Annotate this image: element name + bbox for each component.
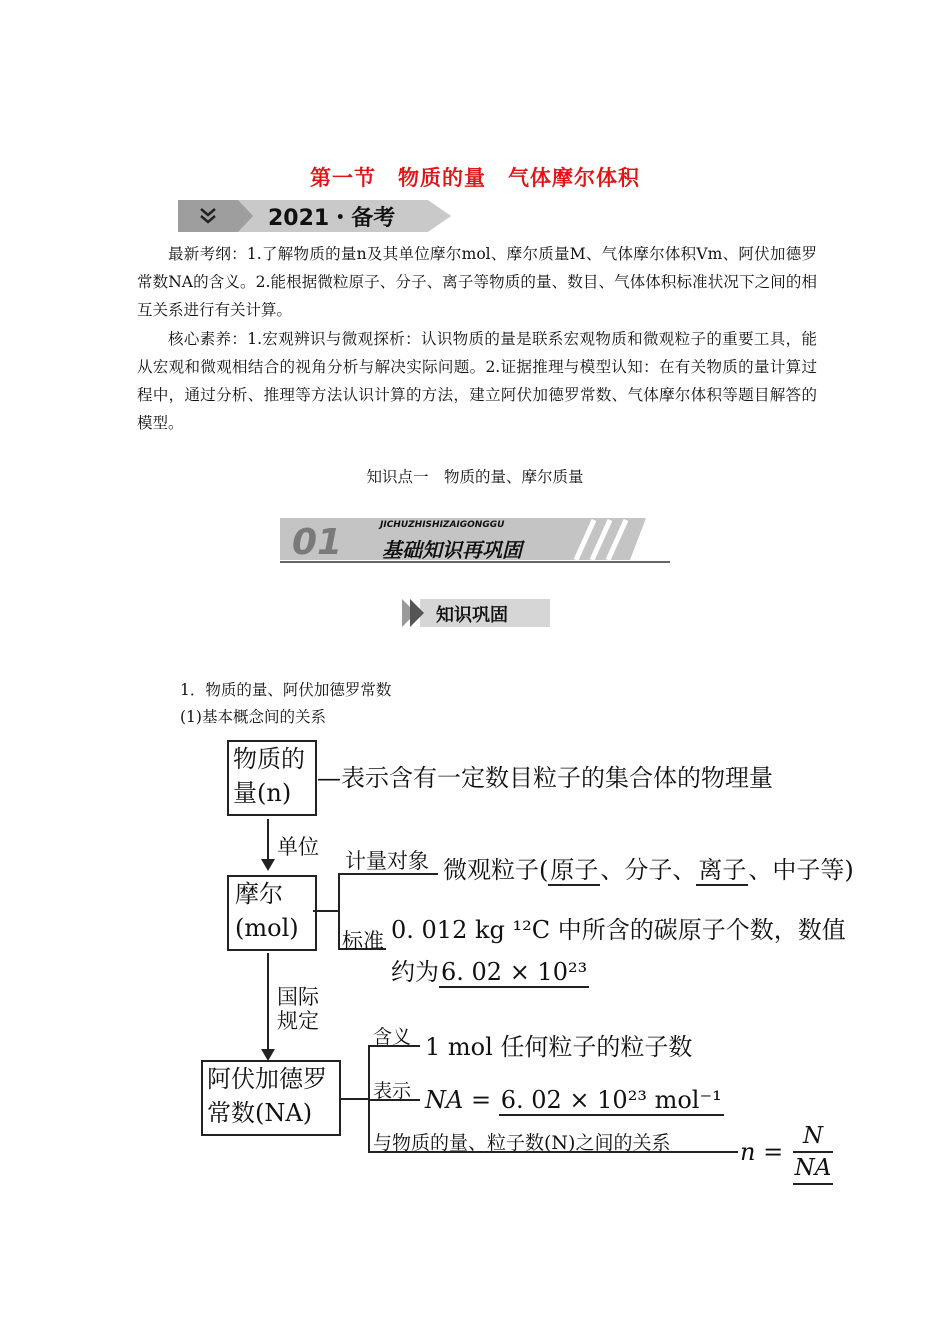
arrow-2-line: [267, 953, 269, 1053]
kaogang-paragraph: 最新考纲：1.了解物质的量n及其单位摩尔mol、摩尔质量M、气体摩尔体积Vm、阿伏加德罗常数NA的含义。2.能根据微粒原子、分子、离子等物质的量、数目、气体体积标准状况下之间的相互关系进行有关计算。: [137, 245, 817, 319]
box2-bracket: [338, 873, 340, 949]
biaoshi-pre: NA =: [425, 1086, 492, 1114]
banner-01: [280, 516, 670, 564]
arrow-2-label-1: 国际: [277, 985, 319, 1009]
box3-connector: [339, 1098, 369, 1100]
arrow-1-line: [267, 819, 269, 863]
banner-2021-text: 2021・备考: [268, 206, 396, 231]
box1-line1: 物质的: [233, 745, 305, 773]
banner-zhishi: [402, 598, 552, 628]
box1-line2: 量(n): [233, 779, 292, 807]
concept-diagram: [195, 735, 855, 1195]
branch-jiliang-label: 计量对象: [345, 849, 429, 873]
branch-biaozhun-label: 标准: [342, 929, 384, 953]
box-avogadro: [201, 1060, 341, 1136]
branch-guanxi-label: 与物质的量、粒子数(N)之间的关系: [373, 1132, 671, 1154]
arrow-1-label: 单位: [277, 835, 319, 859]
suyang-paragraph: 核心素养：1.宏观辨识与微观探析：认识物质的量是联系宏观物质和微观粒子的重要工具，能从宏观和微观相结合的视角分析与解决实际问题。2.证据推理与模型认知：在有关物质的量计算过程中，通过分析、推理等方法认识计算的方法，建立阿伏加德罗常数、气体摩尔体积等题目解答的模型。: [137, 330, 817, 432]
fraction: [793, 1121, 833, 1185]
jiliang-atom: 原子: [550, 856, 599, 884]
jiliang-ion: 离子: [698, 856, 747, 884]
jiliang-post: 、中子等): [748, 856, 854, 884]
box-wuzhideliang: [227, 740, 317, 816]
jiliang-sep: 、分子、: [600, 856, 697, 884]
banner-01-pinyin: JICHUZHISHIZAIGONGGU: [380, 520, 505, 530]
biaozhun-pre: 约为: [391, 958, 439, 986]
biaozhun-value-line: [391, 955, 589, 989]
item-1-subheading: (1)基本概念间的关系: [180, 708, 326, 726]
arrow-2-label-2: 规定: [277, 1009, 319, 1033]
banner-01-number: 01: [292, 522, 343, 563]
fraction-numerator: N: [793, 1121, 833, 1153]
page-title: 第一节 物质的量 气体摩尔体积: [310, 165, 640, 190]
box-moer: [227, 875, 317, 951]
item-1-heading: 1．物质的量、阿伏加德罗常数: [180, 681, 392, 699]
biaoshi-line: [425, 1083, 724, 1117]
banner-zhishi-label: 知识巩固: [436, 605, 508, 626]
jiliang-text: [443, 853, 854, 887]
banner-01-label: 基础知识再巩固: [382, 538, 522, 562]
hanyi-text: 1 mol 任何粒子的粒子数: [425, 1033, 693, 1061]
fraction-denominator: NA: [793, 1153, 833, 1185]
banner-2021: [178, 198, 453, 234]
box2-line2: (mol): [235, 914, 299, 942]
guanxi-lhs: n =: [740, 1138, 784, 1166]
box2-line1: 摩尔: [235, 880, 283, 908]
arrow-1-head-icon: [261, 859, 275, 871]
branch-biaoshi-label: 表示: [373, 1080, 412, 1102]
knowledge-point-heading: 知识点一 物质的量、摩尔质量: [366, 468, 584, 486]
box2-connector: [313, 910, 339, 912]
avogadro-value: 6. 02 × 10²³: [441, 958, 588, 986]
box3-line1: 阿伏加德罗: [207, 1065, 327, 1093]
branch-hanyi-label: 含义: [373, 1026, 412, 1048]
biaozhun-text: 0. 012 kg ¹²C 中所含的碳原子个数，数值: [391, 916, 846, 944]
na-value: 6. 02 × 10²³ mol⁻¹: [500, 1086, 722, 1114]
jiliang-pre: 微观粒子(: [443, 856, 549, 884]
box1-description: —表示含有一定数目粒子的集合体的物理量: [317, 764, 773, 792]
box3-line2: 常数(NA): [207, 1099, 313, 1127]
